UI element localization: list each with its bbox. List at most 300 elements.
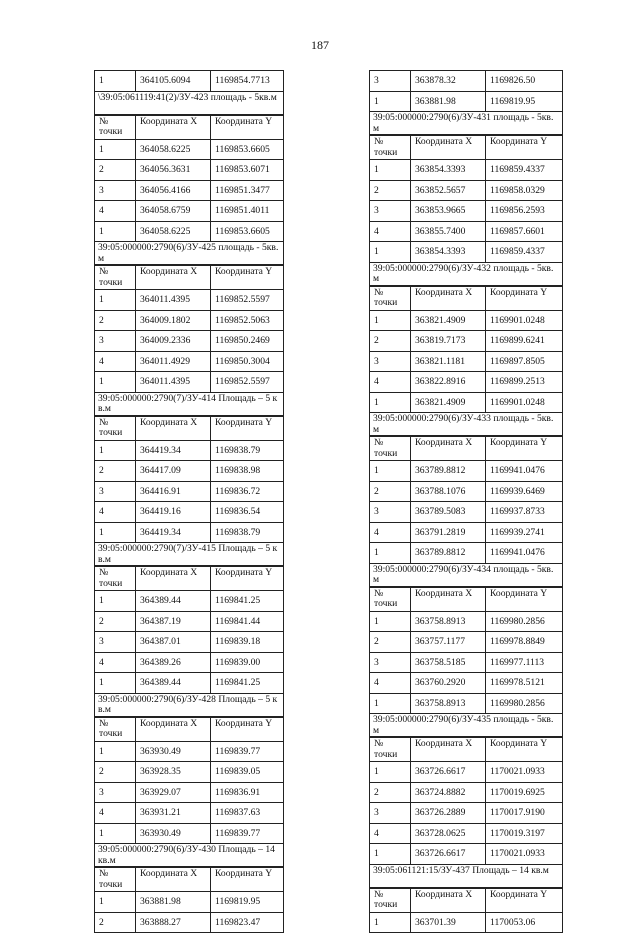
table-row [370,762,563,783]
coordinate-x-cell: 363821.4909 [411,392,486,413]
column-header: Координата Y [211,416,284,440]
point-number-cell: 4 [370,221,411,242]
point-number-cell: 3 [95,180,136,201]
parcel-coordinate-block [369,714,563,865]
coordinate-y-cell: 1169841.25 [211,673,284,694]
point-number-cell: 1 [95,892,136,913]
table-header-row [370,888,563,912]
point-number-cell: 1 [370,693,411,714]
table-row [370,522,563,543]
column-header: Координата X [136,567,211,591]
coordinate-x-cell: 363760.2920 [411,673,486,694]
point-number-cell: 1 [370,242,411,263]
column-header: Координата Y [486,437,563,461]
coordinate-y-cell: 1169939.2741 [486,522,563,543]
column-header: Координата X [411,286,486,310]
coordinate-y-cell: 1169839.00 [211,652,284,673]
table-header-row [95,717,284,741]
coordinate-x-cell: 364009.1802 [136,310,211,331]
table-row [370,160,563,181]
column-header: Координата X [411,888,486,912]
coordinate-x-cell: 363852.5657 [411,180,486,201]
table-row [370,502,563,523]
table-row [95,461,284,482]
point-number-cell: 2 [370,632,411,653]
coordinate-y-cell: 1169819.95 [211,892,284,913]
table-row [95,351,284,372]
table-row [95,139,284,160]
point-number-cell: 1 [370,91,411,112]
coordinate-y-cell: 1169839.18 [211,632,284,653]
coordinate-x-cell: 364417.09 [136,461,211,482]
table-row [370,632,563,653]
column-header: Координата X [411,437,486,461]
coordinate-x-cell: 364058.6759 [136,201,211,222]
coordinate-x-cell: 364105.6094 [136,71,211,92]
column-header: Координата Y [211,115,284,139]
point-number-cell: 1 [95,221,136,242]
parcel-coordinate-block [369,112,563,263]
table-row [370,331,563,352]
table-row [95,823,284,844]
table-row [370,310,563,331]
point-number-cell: 3 [95,632,136,653]
coordinate-x-cell: 363853.9665 [411,201,486,222]
point-number-cell: 1 [370,310,411,331]
parcel-title: 39:05:000000:2790(6)/ЗУ-432 площадь - 5кв.м [369,263,563,286]
coordinate-x-cell: 364389.44 [136,591,211,612]
table-row [95,331,284,352]
parcel-coordinate-block [94,242,284,393]
table-header-row [370,587,563,611]
parcel-title: 39:05:000000:2790(6)/ЗУ-431 площадь - 5кв.м [369,112,563,135]
point-number-cell: 3 [370,502,411,523]
table-row [370,201,563,222]
table-header-row [370,437,563,461]
point-number-cell: 3 [370,351,411,372]
point-number-cell: 1 [370,762,411,783]
coordinate-y-cell: 1169837.63 [211,803,284,824]
point-number-cell: 2 [95,461,136,482]
coordinate-x-cell: 363930.49 [136,741,211,762]
table-row [95,803,284,824]
coordinate-y-cell: 1169853.6605 [211,221,284,242]
table-row [370,543,563,564]
coordinate-x-cell: 363822.8916 [411,372,486,393]
table-row [370,392,563,413]
coordinate-x-cell: 363928.35 [136,762,211,783]
table-header-row [95,115,284,139]
table-row [370,693,563,714]
parcel-title: 39:05:000000:2790(7)/ЗУ-415 Площадь – 5 кв.м [94,543,284,566]
parcel-coordinate-block [94,694,284,845]
point-number-cell: 1 [95,522,136,543]
coordinate-y-cell: 1169980.2856 [486,611,563,632]
coordinate-y-cell: 1169853.6605 [211,139,284,160]
coordinate-y-cell: 1169978.5121 [486,673,563,694]
point-number-cell: 1 [95,290,136,311]
point-number-cell: 1 [370,461,411,482]
column-header: Координата Y [486,286,563,310]
coordinate-y-cell: 1170017.9190 [486,803,563,824]
table-row [370,803,563,824]
column-header: Координата X [136,266,211,290]
point-number-cell: 2 [95,611,136,632]
coordinate-x-cell: 364419.34 [136,440,211,461]
coordinate-x-cell: 363726.6617 [411,844,486,865]
coordinate-y-cell: 1169836.91 [211,782,284,803]
table-row [95,290,284,311]
table-row [370,823,563,844]
point-number-cell: 4 [95,502,136,523]
right-column [369,70,563,933]
coordinate-x-cell: 364011.4395 [136,372,211,393]
coordinate-x-cell: 364387.01 [136,632,211,653]
coordinate-x-cell: 363854.3393 [411,160,486,181]
table-header-row [95,266,284,290]
coordinate-y-cell: 1169897.8505 [486,351,563,372]
table-row [95,632,284,653]
continued-coordinate-table [94,70,284,92]
column-header: № точки [95,115,136,139]
point-number-cell: 1 [370,611,411,632]
coordinate-y-cell: 1169852.5597 [211,372,284,393]
continued-coordinate-table [369,70,563,112]
point-number-cell: 2 [370,180,411,201]
point-number-cell: 1 [370,392,411,413]
table-row [95,762,284,783]
coordinate-x-cell: 363701.39 [411,912,486,933]
point-number-cell: 1 [95,71,136,92]
coordinate-x-cell: 364387.19 [136,611,211,632]
column-header: Координата X [411,738,486,762]
coordinate-x-cell: 364389.44 [136,673,211,694]
coordinate-y-cell: 1169841.44 [211,611,284,632]
coordinate-y-cell: 1169836.72 [211,481,284,502]
coordinate-x-cell: 363726.2889 [411,803,486,824]
coordinate-y-cell: 1169823.47 [211,912,284,933]
page-number: 187 [0,38,640,53]
coordinate-x-cell: 363758.5185 [411,652,486,673]
coordinate-x-cell: 364011.4395 [136,290,211,311]
point-number-cell: 1 [95,673,136,694]
column-header: № точки [370,587,411,611]
point-number-cell: 3 [95,331,136,352]
coordinate-x-cell: 363821.1181 [411,351,486,372]
parcel-title: \39:05:061119:41(2)/ЗУ-423 площадь - 5кв.м [94,92,284,115]
parcel-coordinate-block [369,865,563,933]
coordinate-y-cell: 1169853.6071 [211,160,284,181]
point-number-cell: 4 [95,201,136,222]
point-number-cell: 4 [95,803,136,824]
coordinate-y-cell: 1169851.4011 [211,201,284,222]
column-header: № точки [370,738,411,762]
point-number-cell: 4 [370,673,411,694]
table-row [95,673,284,694]
column-header: № точки [370,136,411,160]
coordinate-x-cell: 363929.07 [136,782,211,803]
table-row [370,912,563,933]
point-number-cell: 2 [95,762,136,783]
coordinate-y-cell: 1169838.79 [211,440,284,461]
table-row [95,201,284,222]
point-number-cell: 3 [370,71,411,92]
point-number-cell: 4 [95,351,136,372]
table-row [370,91,563,112]
parcel-title: 39:05:000000:2790(6)/ЗУ-428 Площадь – 5 кв.м [94,694,284,717]
point-number-cell: 2 [95,160,136,181]
column-header: Координата X [136,717,211,741]
point-number-cell: 3 [370,652,411,673]
column-header: Координата X [136,868,211,892]
coordinate-y-cell: 1169850.3004 [211,351,284,372]
column-header: № точки [95,416,136,440]
parcel-coordinate-block [369,564,563,715]
coordinate-x-cell: 363931.21 [136,803,211,824]
coordinate-x-cell: 364011.4929 [136,351,211,372]
table-row [370,221,563,242]
table-row [370,652,563,673]
coordinate-y-cell: 1169978.8849 [486,632,563,653]
coordinate-x-cell: 363878.32 [411,71,486,92]
table-header-row [370,136,563,160]
table-row [95,892,284,913]
point-number-cell: 4 [370,372,411,393]
coordinate-y-cell: 1170021.0933 [486,844,563,865]
coordinate-y-cell: 1169856.2593 [486,201,563,222]
parcel-coordinate-block [369,263,563,414]
coordinate-y-cell: 1169838.98 [211,461,284,482]
coordinate-x-cell: 364058.6225 [136,221,211,242]
parcel-coordinate-block [94,543,284,694]
column-header: № точки [95,868,136,892]
column-header: № точки [370,286,411,310]
coordinate-y-cell: 1169839.05 [211,762,284,783]
table-row [95,221,284,242]
coordinate-x-cell: 363791.2819 [411,522,486,543]
parcel-coordinate-block [94,844,284,933]
column-header: Координата Y [211,717,284,741]
coordinate-y-cell: 1169980.2856 [486,693,563,714]
coordinate-x-cell: 363819.7173 [411,331,486,352]
coordinate-y-cell: 1169901.0248 [486,392,563,413]
column-header: Координата X [136,416,211,440]
coordinate-x-cell: 363881.98 [136,892,211,913]
coordinate-y-cell: 1169941.0476 [486,461,563,482]
table-row [95,652,284,673]
table-row [370,461,563,482]
coordinate-x-cell: 363728.0625 [411,823,486,844]
coordinate-y-cell: 1169901.0248 [486,310,563,331]
parcel-title: 39:05:000000:2790(6)/ЗУ-433 площадь - 5кв.м [369,413,563,436]
coordinate-x-cell: 364416.91 [136,481,211,502]
coordinate-x-cell: 363788.1076 [411,481,486,502]
table-row [370,673,563,694]
column-header: № точки [370,888,411,912]
coordinate-y-cell: 1169839.77 [211,823,284,844]
coordinate-x-cell: 363854.3393 [411,242,486,263]
parcel-coordinate-block [94,393,284,544]
point-number-cell: 3 [95,782,136,803]
coordinate-y-cell: 1169852.5597 [211,290,284,311]
table-row [95,611,284,632]
coordinate-y-cell: 1169852.5063 [211,310,284,331]
point-number-cell: 1 [95,823,136,844]
table-header-row [95,868,284,892]
column-header: Координата Y [211,567,284,591]
table-row [370,372,563,393]
table-row [95,481,284,502]
table-row [95,440,284,461]
point-number-cell: 4 [95,652,136,673]
table-row [95,522,284,543]
parcel-coordinate-block [369,413,563,564]
coordinate-x-cell: 363758.8913 [411,693,486,714]
coordinate-x-cell: 364009.2336 [136,331,211,352]
coordinate-y-cell: 1170021.0933 [486,762,563,783]
left-column [94,70,284,933]
coordinate-y-cell: 1169819.95 [486,91,563,112]
column-header: Координата Y [486,587,563,611]
coordinate-x-cell: 363757.1177 [411,632,486,653]
point-number-cell: 2 [370,782,411,803]
coordinate-x-cell: 363789.5083 [411,502,486,523]
column-header: № точки [95,717,136,741]
coordinate-y-cell: 1170019.6925 [486,782,563,803]
table-header-row [95,567,284,591]
column-header: № точки [95,567,136,591]
column-header: Координата Y [486,888,563,912]
coordinate-y-cell: 1170019.3197 [486,823,563,844]
point-number-cell: 4 [370,823,411,844]
table-row [95,71,284,92]
point-number-cell: 3 [95,481,136,502]
point-number-cell: 1 [95,139,136,160]
point-number-cell: 1 [370,912,411,933]
coordinate-y-cell: 1169899.2513 [486,372,563,393]
table-row [370,351,563,372]
point-number-cell: 4 [370,522,411,543]
column-header: № точки [95,266,136,290]
column-header: № точки [370,437,411,461]
coordinate-y-cell: 1169941.0476 [486,543,563,564]
table-header-row [95,416,284,440]
table-row [370,611,563,632]
coordinate-y-cell: 1169838.79 [211,522,284,543]
column-header: Координата X [411,587,486,611]
column-header: Координата Y [486,136,563,160]
point-number-cell: 1 [95,591,136,612]
table-row [95,912,284,933]
table-row [370,242,563,263]
parcel-title: 39:05:000000:2790(6)/ЗУ-434 площадь - 5кв.м [369,564,563,587]
point-number-cell: 2 [95,310,136,331]
point-number-cell: 1 [370,543,411,564]
coordinate-x-cell: 363789.8812 [411,461,486,482]
coordinate-x-cell: 363726.6617 [411,762,486,783]
point-number-cell: 2 [370,331,411,352]
table-row [370,71,563,92]
coordinate-y-cell: 1169841.25 [211,591,284,612]
column-header: Координата Y [486,738,563,762]
coordinate-x-cell: 364058.6225 [136,139,211,160]
column-header: Координата X [136,115,211,139]
coordinate-y-cell: 1169826.50 [486,71,563,92]
coordinate-x-cell: 363855.7400 [411,221,486,242]
coordinate-x-cell: 364056.4166 [136,180,211,201]
table-row [95,160,284,181]
point-number-cell: 1 [95,440,136,461]
coordinate-y-cell: 1169851.3477 [211,180,284,201]
coordinate-y-cell: 1169854.7713 [211,71,284,92]
coordinate-y-cell: 1169859.4337 [486,160,563,181]
coordinate-x-cell: 363758.8913 [411,611,486,632]
coordinate-x-cell: 363724.8882 [411,782,486,803]
parcel-title: 39:05:000000:2790(6)/ЗУ-425 площадь - 5кв.м [94,242,284,265]
parcel-title: 39:05:000000:2790(7)/ЗУ-414 Площадь – 5 кв.м [94,393,284,416]
coordinate-y-cell: 1170053.06 [486,912,563,933]
table-row [370,180,563,201]
column-header: Координата Y [211,868,284,892]
point-number-cell: 3 [370,201,411,222]
point-number-cell: 1 [95,741,136,762]
table-row [95,180,284,201]
parcel-title: 39:05:000000:2790(6)/ЗУ-435 площадь - 5кв.м [369,714,563,737]
coordinate-y-cell: 1169939.6469 [486,481,563,502]
table-row [95,782,284,803]
coordinate-y-cell: 1169850.2469 [211,331,284,352]
coordinate-y-cell: 1169899.6241 [486,331,563,352]
coordinate-x-cell: 363789.8812 [411,543,486,564]
coordinate-y-cell: 1169839.77 [211,741,284,762]
coordinate-x-cell: 364056.3631 [136,160,211,181]
parcel-title: 39:05:061121:15/ЗУ-437 Площадь – 14 кв.м [369,865,563,888]
point-number-cell: 2 [95,912,136,933]
coordinate-x-cell: 364419.34 [136,522,211,543]
table-header-row [370,286,563,310]
coordinate-y-cell: 1169858.0329 [486,180,563,201]
column-header: Координата X [411,136,486,160]
table-row [95,741,284,762]
point-number-cell: 3 [370,803,411,824]
table-row [95,502,284,523]
point-number-cell: 1 [370,844,411,865]
column-header: Координата Y [211,266,284,290]
coordinate-y-cell: 1169977.1113 [486,652,563,673]
coordinate-x-cell: 364419.16 [136,502,211,523]
coordinate-x-cell: 364389.26 [136,652,211,673]
table-row [95,372,284,393]
point-number-cell: 2 [370,481,411,502]
table-row [95,591,284,612]
coordinate-y-cell: 1169937.8733 [486,502,563,523]
table-header-row [370,738,563,762]
coordinate-y-cell: 1169836.54 [211,502,284,523]
coordinate-x-cell: 363888.27 [136,912,211,933]
table-row [370,782,563,803]
coordinate-y-cell: 1169859.4337 [486,242,563,263]
coordinate-x-cell: 363821.4909 [411,310,486,331]
table-row [370,844,563,865]
point-number-cell: 1 [95,372,136,393]
table-row [370,481,563,502]
parcel-title: 39:05:000000:2790(6)/ЗУ-430 Площадь – 14 кв.м [94,844,284,867]
coordinate-x-cell: 363881.98 [411,91,486,112]
coordinate-x-cell: 363930.49 [136,823,211,844]
point-number-cell: 1 [370,160,411,181]
coordinate-y-cell: 1169857.6601 [486,221,563,242]
parcel-coordinate-block [94,92,284,243]
